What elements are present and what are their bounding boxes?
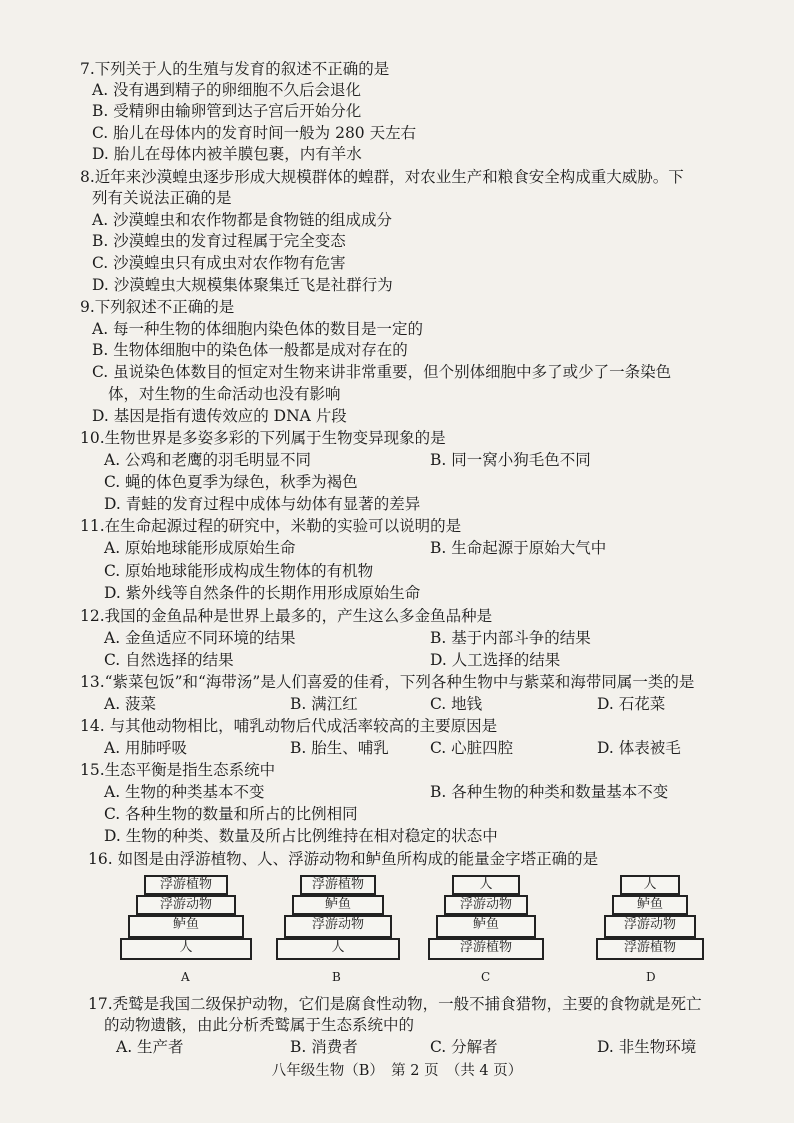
q15-option-b: B. 各种生物的种类和数量基本不变 <box>430 783 669 801</box>
q13-option-d: D. 石花菜 <box>597 695 666 713</box>
q11-option-a: A. 原始地球能形成原始生命 <box>104 539 296 557</box>
pyramid-d-tier-4: 浮游植物 <box>596 938 704 960</box>
q14-option-b: B. 胎生、哺乳 <box>290 739 389 757</box>
q17-option-c: C. 分解者 <box>430 1038 498 1056</box>
q17-option-b: B. 消费者 <box>290 1038 358 1056</box>
pyramid-b-label: B <box>332 970 341 984</box>
pyramid-b-tier-1: 浮游植物 <box>300 875 376 895</box>
q14-option-d: D. 体表被毛 <box>597 739 681 757</box>
q8-option-d: D. 沙漠蝗虫大规模集体聚集迁飞是社群行为 <box>92 276 393 294</box>
pyramid-b-tier-2: 鲈鱼 <box>292 895 384 915</box>
q10-option-c: C. 蝇的体色夏季为绿色，秋季为褐色 <box>104 473 358 491</box>
q12-option-a: A. 金鱼适应不同环境的结果 <box>104 629 296 647</box>
pyramid-a-tier-1: 浮游植物 <box>144 875 228 895</box>
q14-option-a: A. 用肺呼吸 <box>104 739 188 757</box>
q15-option-c: C. 各种生物的数量和所占的比例相同 <box>104 805 358 823</box>
q12-option-d: D. 人工选择的结果 <box>430 651 561 669</box>
q15-option-d: D. 生物的种类、数量及所占比例维持在相对稳定的状态中 <box>104 827 498 845</box>
q10-option-a: A. 公鸡和老鹰的羽毛明显不同 <box>104 451 312 469</box>
pyramid-c-tier-4: 浮游植物 <box>428 938 544 960</box>
q17-option-a: A. 生产者 <box>116 1038 184 1056</box>
q11-option-b: B. 生命起源于原始大气中 <box>430 539 607 557</box>
q14-stem: 14. 与其他动物相比，哺乳动物后代成活率较高的主要原因是 <box>80 717 498 735</box>
pyramid-c-tier-3: 鲈鱼 <box>436 915 536 938</box>
q17-stem-line2: 的动物遗骸，由此分析秃鹫属于生态系统中的 <box>104 1016 415 1034</box>
pyramid-d-tier-1: 人 <box>620 875 680 895</box>
page-footer: 八年级生物（B） 第 2 页 （共 4 页） <box>271 1063 523 1079</box>
q9-option-a: A. 每一种生物的体细胞内染色体的数目是一定的 <box>92 320 424 338</box>
q8-option-c: C. 沙漠蝗虫只有成虫对农作物有危害 <box>92 254 346 272</box>
q12-option-b: B. 基于内部斗争的结果 <box>430 629 591 647</box>
q12-stem: 12.我国的金鱼品种是世界上最多的，产生这么多金鱼品种是 <box>80 607 493 625</box>
q10-option-d: D. 青蛙的发育过程中成体与幼体有显著的差异 <box>104 495 421 513</box>
pyramid-d-tier-3: 浮游动物 <box>604 915 696 938</box>
q9-option-c: C. 虽说染色体数目的恒定对生物来讲非常重要，但个别体细胞中多了或少了一条染色 <box>92 363 672 381</box>
q11-option-d: D. 紫外线等自然条件的长期作用形成原始生命 <box>104 584 421 602</box>
pyramid-a-tier-3: 鲈鱼 <box>128 915 244 938</box>
q14-option-c: C. 心脏四腔 <box>430 739 514 757</box>
q9-option-d: D. 基因是指有遗传效应的 DNA 片段 <box>92 407 347 425</box>
q11-stem: 11.在生命起源过程的研究中，米勒的实验可以说明的是 <box>80 517 462 535</box>
q13-option-a: A. 菠菜 <box>104 695 157 713</box>
q8-stem-line1: 8.近年来沙漠蝗虫逐步形成大规模群体的蝗群，对农业生产和粮食安全构成重大威胁。下 <box>80 168 684 186</box>
q15-option-a: A. 生物的种类基本不变 <box>104 783 265 801</box>
pyramid-c-tier-1: 人 <box>452 875 520 895</box>
q12-option-c: C. 自然选择的结果 <box>104 651 234 669</box>
pyramid-b-tier-3: 浮游动物 <box>284 915 392 938</box>
pyramid-a-tier-4: 人 <box>120 938 252 960</box>
pyramid-b-tier-4: 人 <box>276 938 400 960</box>
q9-option-c-cont: 体，对生物的生命活动也没有影响 <box>108 385 341 403</box>
pyramid-c-label: C <box>481 970 491 984</box>
q8-option-a: A. 沙漠蝗虫和农作物都是食物链的组成成分 <box>92 211 393 229</box>
q11-option-c: C. 原始地球能形成构成生物体的有机物 <box>104 562 374 580</box>
q7-option-a: A. 没有遇到精子的卵细胞不久后会退化 <box>92 81 362 99</box>
q8-option-b: B. 沙漠蝗虫的发育过程属于完全变态 <box>92 232 346 250</box>
q7-stem: 7.下列关于人的生殖与发育的叙述不正确的是 <box>80 60 390 78</box>
q13-stem: 13.“紫菜包饭”和“海带汤”是人们喜爱的佳肴，下列各种生物中与紫菜和海带同属一类的是 <box>80 673 695 691</box>
pyramid-a-tier-2: 浮游动物 <box>136 895 236 915</box>
q9-option-b: B. 生物体细胞中的染色体一般都是成对存在的 <box>92 341 408 359</box>
q13-option-b: B. 满江红 <box>290 695 358 713</box>
q17-option-d: D. 非生物环境 <box>597 1038 697 1056</box>
q7-option-c: C. 胎儿在母体内的发育时间一般为 280 天左右 <box>92 124 417 142</box>
pyramid-d-tier-2: 鲈鱼 <box>612 895 688 915</box>
q10-option-b: B. 同一窝小狗毛色不同 <box>430 451 591 469</box>
q15-stem: 15.生态平衡是指生态系统中 <box>80 761 276 779</box>
q17-stem-line1: 17.秃鹫是我国二级保护动物，它们是腐食性动物，一般不捕食猎物，主要的食物就是死亡 <box>88 995 702 1013</box>
q9-stem: 9.下列叙述不正确的是 <box>80 298 235 316</box>
q13-option-c: C. 地钱 <box>430 695 483 713</box>
pyramid-a-label: A <box>181 970 190 984</box>
q16-stem: 16. 如图是由浮游植物、人、浮游动物和鲈鱼所构成的能量金字塔正确的是 <box>88 850 599 868</box>
pyramid-c-tier-2: 浮游动物 <box>444 895 528 915</box>
q7-option-d: D. 胎儿在母体内被羊膜包裹，内有羊水 <box>92 145 362 163</box>
pyramid-d-label: D <box>646 970 656 984</box>
q7-option-b: B. 受精卵由输卵管到达子宫后开始分化 <box>92 102 362 120</box>
q8-stem-line2: 列有关说法正确的是 <box>92 189 232 207</box>
q10-stem: 10.生物世界是多姿多彩的下列属于生物变异现象的是 <box>80 429 446 447</box>
